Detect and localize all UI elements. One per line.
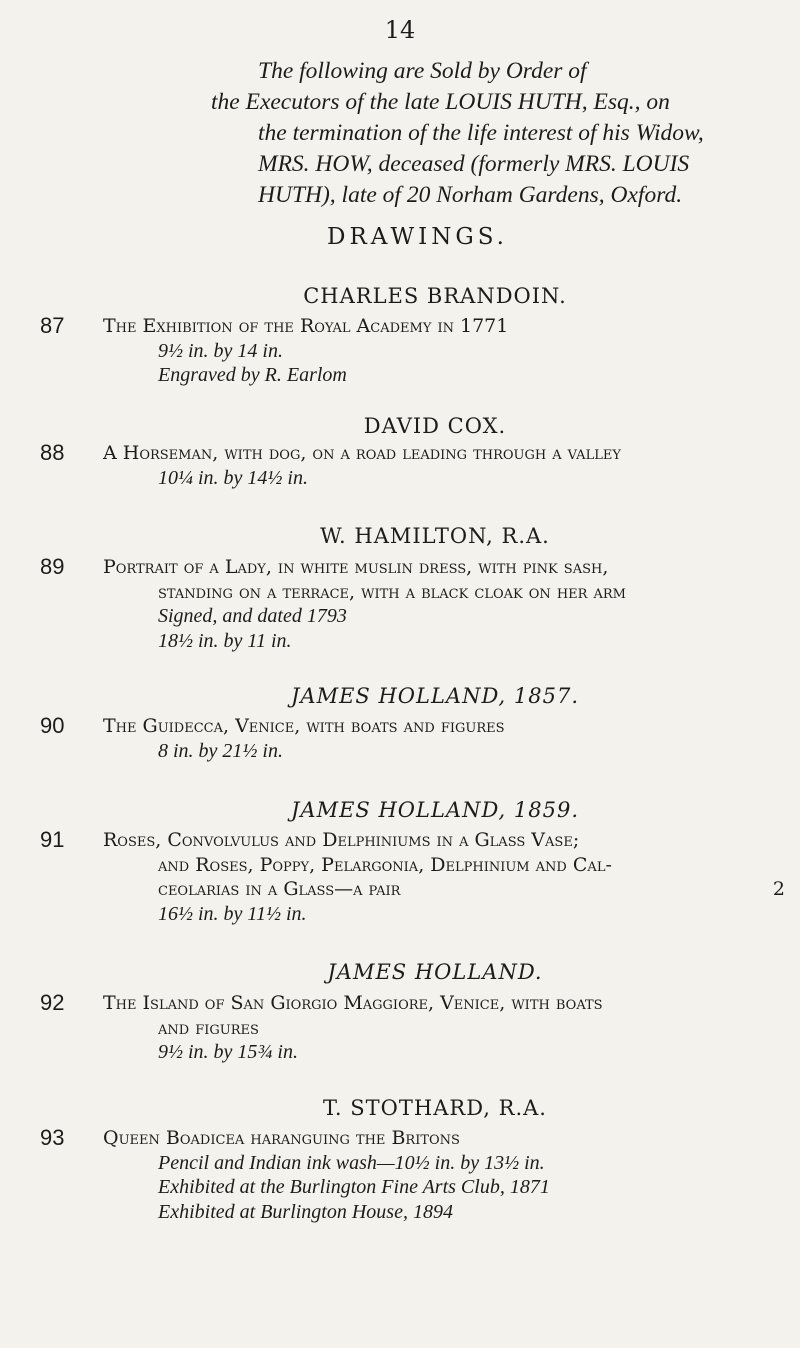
lot-title: Queen Boadicea haranguing the Britons xyxy=(103,1127,460,1149)
lot-title: The Exhibition of the Royal Academy in 1771 xyxy=(103,315,509,337)
lot-title: The Island of San Giorgio Maggiore, Venice, with boats xyxy=(103,992,603,1014)
lot-detail: Exhibited at Burlington House, 1894 xyxy=(158,1200,453,1223)
lot-entry xyxy=(103,991,783,1065)
lot-detail: Exhibited at the Burlington Fine Arts Club, 1871 xyxy=(158,1176,550,1198)
lot-entry xyxy=(103,714,783,763)
lot-title-continued: and Roses, Poppy, Pelargonia, Delphinium and Cal- xyxy=(158,853,612,876)
lot-detail: Signed, and dated 1793 xyxy=(158,605,347,627)
lot-detail: Engraved by R. Earlom xyxy=(158,364,347,386)
lot-title: A Horseman, with dog, on a road leading through a valley xyxy=(103,442,621,464)
page-number: 14 xyxy=(384,16,416,44)
lot-detail: 9½ in. by 14 in. xyxy=(158,339,283,362)
lot-entry xyxy=(103,314,783,388)
lot-title-continued xyxy=(103,877,783,902)
lot-quantity: 2 xyxy=(772,878,785,900)
lot-title-continued-text: ceolarias in a Glass—a pair xyxy=(158,878,401,900)
lot-detail: 10¼ in. by 14½ in. xyxy=(158,466,308,489)
lot-entry xyxy=(103,828,783,926)
lot-number: 92 xyxy=(40,990,65,1015)
artist-heading: DAVID COX. xyxy=(363,414,507,438)
artist-heading: CHARLES BRANDOIN. xyxy=(303,284,567,308)
intro-line-text: Executors of the late LOUIS HUTH, Esq., on xyxy=(245,89,670,115)
intro-line: MRS. HOW, deceased (formerly MRS. LOUIS xyxy=(258,151,690,177)
intro-line: The following are Sold by Order of xyxy=(258,58,587,84)
intro-line: the termination of the life interest of his Widow, xyxy=(258,120,704,146)
lot-detail: 18½ in. by 11 in. xyxy=(158,629,292,652)
lot-number: 88 xyxy=(40,440,65,465)
lot-entry xyxy=(103,555,783,653)
lot-title: Roses, Convolvulus and Delphiniums in a Glass Vase; xyxy=(103,829,580,851)
intro-line xyxy=(211,87,670,118)
lot-detail: 9½ in. by 15¾ in. xyxy=(158,1041,298,1063)
section-title: DRAWINGS. xyxy=(327,224,508,250)
artist-heading: T. STOTHARD, R.A. xyxy=(323,1096,547,1120)
artist-heading: W. HAMILTON, R.A. xyxy=(320,524,550,548)
lot-entry xyxy=(103,1126,783,1224)
lot-entry xyxy=(103,441,783,490)
lot-detail: Pencil and Indian ink wash—10½ in. by 13½ in. xyxy=(158,1151,545,1174)
lot-title-continued: and figures xyxy=(158,1016,259,1039)
artist-heading: JAMES HOLLAND, 1857. xyxy=(291,684,579,708)
lot-title-continued: standing on a terrace, with a black cloak on her arm xyxy=(158,580,626,603)
lot-number: 89 xyxy=(40,554,65,579)
lot-number: 91 xyxy=(40,827,65,852)
artist-heading: JAMES HOLLAND, 1859. xyxy=(291,798,579,822)
lot-number: 93 xyxy=(40,1125,65,1150)
lot-title: Portrait of a Lady, in white muslin dress, with pink sash, xyxy=(103,556,609,578)
lot-number: 87 xyxy=(40,313,65,338)
intro-line: HUTH), late of 20 Norham Gardens, Oxford. xyxy=(258,182,683,208)
lot-detail: 16½ in. by 11½ in. xyxy=(158,902,307,925)
artist-heading: JAMES HOLLAND. xyxy=(327,960,543,984)
lot-number: 90 xyxy=(40,713,65,738)
intro-lead-word: the xyxy=(211,89,240,115)
lot-detail: 8 in. by 21½ in. xyxy=(158,739,283,762)
lot-title: The Guidecca, Venice, with boats and figures xyxy=(103,715,505,737)
